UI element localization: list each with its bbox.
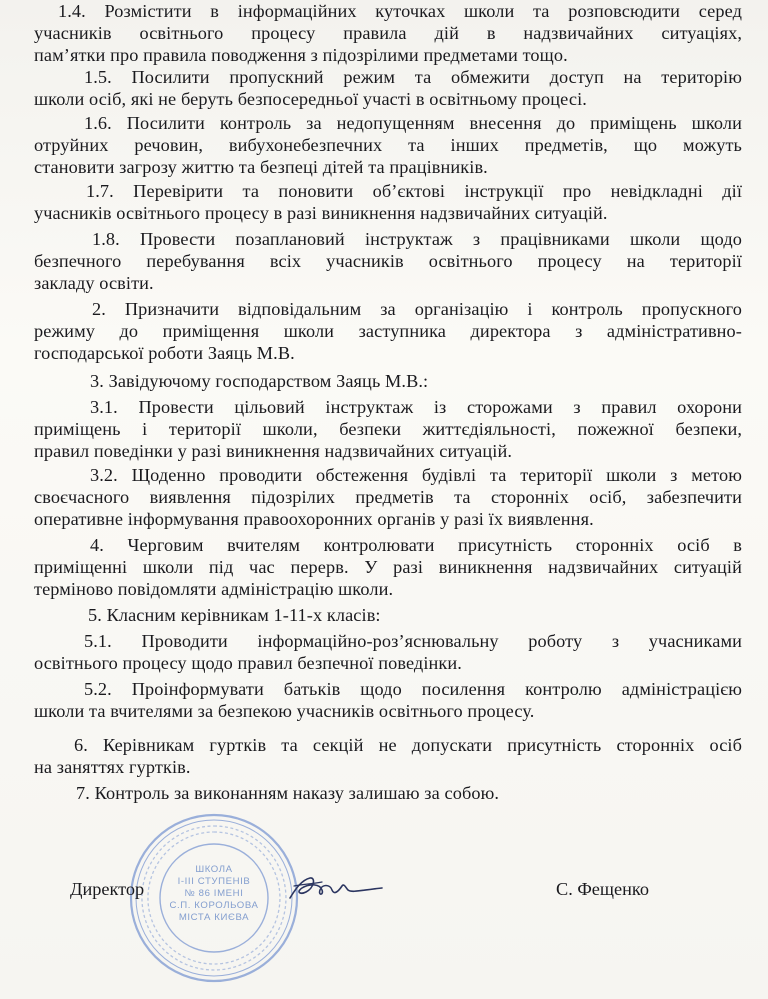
paragraph-line: господарської роботи Заяць М.В. xyxy=(34,343,295,363)
paragraph-line: режиму до приміщення школи заступника директора з адміністративно- xyxy=(34,321,742,341)
paragraph-line: 1.8. Провести позаплановий інструктаж з працівниками школи щодо xyxy=(92,229,742,249)
paragraph-line: безпечного перебування всіх учасників освітнього процесу на території xyxy=(34,251,742,271)
paragraph-line: 1.7. Перевірити та поновити об’єктові інструкції про невідкладні дії xyxy=(86,181,742,201)
paragraph-line: становити загрозу життю та безпеці дітей та працівників. xyxy=(34,157,488,177)
paragraph-line: учасників освітнього процесу в разі виникнення надзвичайних ситуацій. xyxy=(34,203,608,223)
paragraph-line: школи осіб, які не беруть безпосередньої участі в освітньому процесі. xyxy=(34,89,587,109)
paragraph-line: 7. Контроль за виконанням наказу залишаю за собою. xyxy=(76,783,500,803)
paragraph-line: 6. Керівникам гуртків та секцій не допускати присутність сторонніх осіб xyxy=(74,735,742,755)
paragraph-line: приміщень і території школи, безпеки життєдіяльності, пожежної безпеки, xyxy=(34,419,742,439)
paragraph-line: школи та вчителями за безпекою учасників освітнього процесу. xyxy=(34,701,535,721)
paragraph-line: 1.5. Посилити пропускний режим та обмежити доступ на територію xyxy=(84,67,742,87)
paragraph-line: закладу освіти. xyxy=(34,273,154,293)
paragraph-line: оперативне інформування правоохоронних органів у разі їх виявлення. xyxy=(34,509,594,529)
stamp-text-line: № 86 ІМЕНІ xyxy=(184,888,244,899)
paragraph-line: пам’ятки про правила поводження з підозрілими предметами тощо. xyxy=(34,45,568,65)
stamp-text-line: МІСТА КИЄВА xyxy=(178,912,250,923)
stamp-text-line: ШКОЛА xyxy=(195,864,233,875)
paragraph-line: учасників освітнього процесу правила дій в надзвичайних ситуаціях, xyxy=(34,23,742,43)
paragraph-line: 5. Класним керівникам 1-11-х класів: xyxy=(88,605,381,625)
paragraph-line: 3. Завідуючому господарством Заяць М.В.: xyxy=(90,371,429,391)
paragraph-line: 2. Призначити відповідальним за організацію і контроль пропускного xyxy=(92,299,742,319)
paragraph-line: 5.1. Проводити інформаційно-роз’яснювальну роботу з учасниками xyxy=(84,631,742,651)
school-stamp xyxy=(128,812,300,984)
paragraph-line: 3.2. Щоденно проводити обстеження будівлі та території школи з метою xyxy=(90,465,742,485)
signature-title: Директор xyxy=(70,879,145,899)
paragraph-line: правил поведінки у разі виникнення надзвичайних ситуацій. xyxy=(34,441,513,461)
stamp-text-line: С.П. КОРОЛЬОВА xyxy=(169,900,259,911)
paragraph-line: 1.4. Розмістити в інформаційних куточках школи та розповсюдити серед xyxy=(58,1,742,21)
paragraph-line: 3.1. Провести цільовий інструктаж із сторожами з правил охорони xyxy=(90,397,742,417)
paragraph-line: освітнього процесу щодо правил безпечної поведінки. xyxy=(34,653,462,673)
paragraph-line: 4. Черговим вчителям контролювати присутність сторонніх осіб в xyxy=(90,535,742,555)
paragraph-line: 1.6. Посилити контроль за недопущенням внесення до приміщень школи xyxy=(84,113,742,133)
director-signature xyxy=(282,862,392,912)
paragraph-line: терміново повідомляти адміністрацію школи. xyxy=(34,579,394,599)
paragraph-line: своєчасного виявлення підозрілих предметів та сторонніх осіб, забезпечити xyxy=(34,487,742,507)
paragraph-line: приміщенні школи під час перерв. У разі виникнення надзвичайних ситуацій xyxy=(34,557,742,577)
signature-name: С. Фещенко xyxy=(556,879,649,899)
paragraph-line: на заняттях гуртків. xyxy=(34,757,191,777)
stamp-text-line: І-ІІІ СТУПЕНІВ xyxy=(177,876,251,887)
paragraph-line: отруйних речовин, вибухонебезпечних та інших предметів, що можуть xyxy=(34,135,742,155)
paragraph-line: 5.2. Проінформувати батьків щодо посилення контролю адміністрацією xyxy=(84,679,742,699)
